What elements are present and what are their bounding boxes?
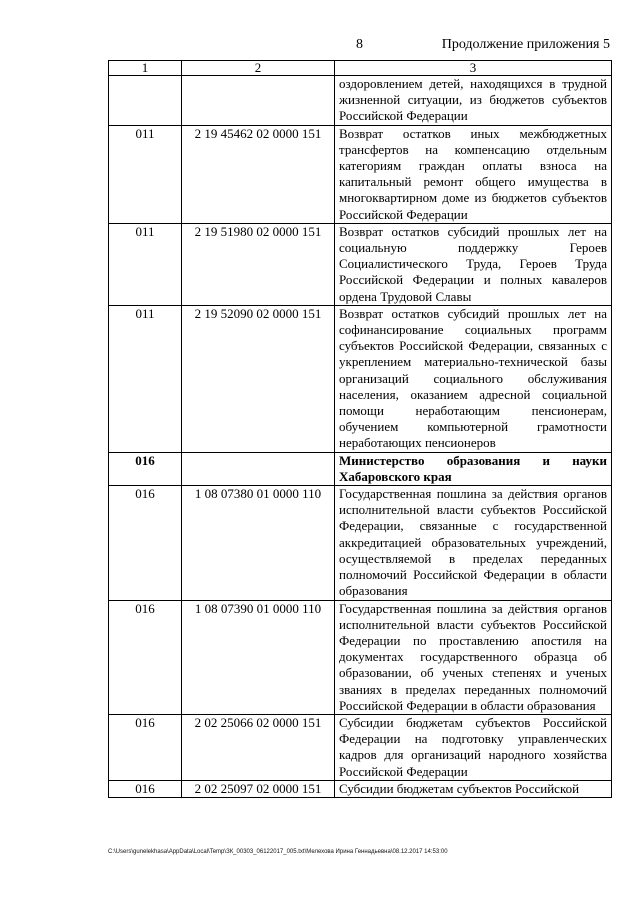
table-row	[109, 486, 612, 600]
table-header-row	[109, 61, 612, 76]
revenue-code-cell: 1 08 07390 01 0000 110	[182, 600, 335, 714]
file-path-footer: C:\Users\gunelekhasa\AppData\Local\Temp\ЗК_00303_06122017_005.txt\Мелехова Ирина Геннадьевна\08.12.2017 14:53:00	[108, 849, 448, 855]
admin-code-cell: 011	[109, 125, 182, 223]
column-header-3: 3	[335, 61, 612, 76]
table-row	[109, 714, 612, 780]
admin-code-cell: 016	[109, 452, 182, 485]
table-row	[109, 600, 612, 714]
revenue-code-cell: 1 08 07380 01 0000 110	[182, 486, 335, 600]
description-cell: Государственная пошлина за действия органов исполнительной власти субъектов Российской Федерации, связанные с государственной аккредитацией образовательных учреждений, осуществляемой в пределах переданных полномочий Российской Федерации в области образования	[335, 486, 612, 600]
revenue-code-cell: 2 19 45462 02 0000 151	[182, 125, 335, 223]
table-row	[109, 780, 612, 797]
revenue-code-cell	[182, 76, 335, 126]
admin-code-cell: 016	[109, 600, 182, 714]
admin-code-cell	[109, 76, 182, 126]
description-cell: оздоровлением детей, находящихся в трудной жизненной ситуации, из бюджетов субъектов Российской Федерации	[335, 76, 612, 126]
admin-code-cell: 016	[109, 714, 182, 780]
table-row	[109, 125, 612, 223]
admin-code-cell: 016	[109, 486, 182, 600]
description-cell: Министерство образования и науки Хабаровского края	[335, 452, 612, 485]
revenue-code-cell: 2 02 25097 02 0000 151	[182, 780, 335, 797]
revenue-code-cell	[182, 452, 335, 485]
admin-code-cell: 011	[109, 305, 182, 452]
revenue-code-cell: 2 19 51980 02 0000 151	[182, 223, 335, 305]
table-row	[109, 305, 612, 452]
description-cell: Возврат остатков субсидий прошлых лет на социальную поддержку Героев Социалистического Труда, Героев Труда Российской Федерации и полных кавалеров ордена Трудовой Славы	[335, 223, 612, 305]
continuation-caption: Продолжение приложения 5	[441, 37, 610, 52]
column-header-1: 1	[109, 61, 182, 76]
column-header-2: 2	[182, 61, 335, 76]
description-cell: Государственная пошлина за действия органов исполнительной власти субъектов Российской Федерации по проставлению апостиля на документах государственного образца об образовании, об ученых степенях и ученых званиях в пределах переданных полномочий Российской Федерации в области образования	[335, 600, 612, 714]
table-row	[109, 223, 612, 305]
admin-code-cell: 011	[109, 223, 182, 305]
revenue-code-cell: 2 02 25066 02 0000 151	[182, 714, 335, 780]
codes-table	[108, 60, 612, 798]
admin-code-cell: 016	[109, 780, 182, 797]
table-row	[109, 76, 612, 126]
description-cell: Возврат остатков субсидий прошлых лет на софинансирование социальных программ субъектов Российской Федерации, связанных с укреплением материально-технической базы организаций социального обслуживания населения, оказанием адресной социальной помощи неработающим пенсионерам, обучением компьютерной грамотности неработающих пенсионеров	[335, 305, 612, 452]
description-cell: Субсидии бюджетам субъектов Российской	[335, 780, 612, 797]
revenue-code-cell: 2 19 52090 02 0000 151	[182, 305, 335, 452]
description-cell: Субсидии бюджетам субъектов Российской Федерации на подготовку управленческих кадров для организаций народного хозяйства Российской Федерации	[335, 714, 612, 780]
description-cell: Возврат остатков иных межбюджетных трансфертов на компенсацию отдельным категориям граждан оплаты взноса на капитальный ремонт общего имущества в многоквартирном доме из бюджетов субъектов Российской Федерации	[335, 125, 612, 223]
page-number: 8	[356, 37, 363, 52]
table-row-section-heading	[109, 452, 612, 485]
